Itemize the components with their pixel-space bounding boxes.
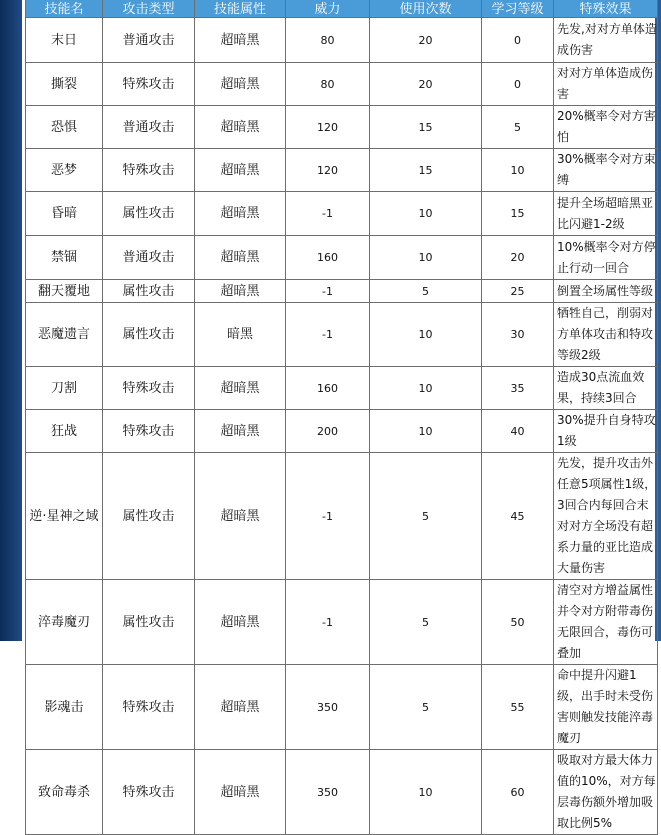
cell-skill-attribute: 超暗黑: [195, 453, 286, 580]
cell-attack-type: 普通攻击: [103, 236, 195, 280]
cell-skill-name: 昏暗: [26, 192, 103, 236]
table-row: [26, 149, 658, 192]
cell-uses: 15: [370, 149, 482, 192]
cell-skill-attribute: 超暗黑: [195, 18, 286, 63]
cell-uses: 20: [370, 18, 482, 63]
cell-power: 120: [286, 149, 370, 192]
cell-uses: 10: [370, 410, 482, 453]
cell-special-effect: 提升全场超暗黑亚比闪避1-2级: [554, 192, 658, 236]
cell-special-effect: 先发，提升攻击外任意5项属性1级，3回合内每回合末对对方全场没有超系力量的亚比造成大量伤害: [554, 453, 658, 580]
cell-skill-attribute: 超暗黑: [195, 280, 286, 303]
cell-skill-name: 淬毒魔刃: [26, 580, 103, 665]
table-row: [26, 192, 658, 236]
cell-learn-level: 20: [482, 236, 554, 280]
cell-special-effect: 清空对方增益属性并令对方附带毒伤无限回合，毒伤可叠加: [554, 580, 658, 665]
cell-skill-name: 翻天覆地: [26, 280, 103, 303]
cell-attack-type: 特殊攻击: [103, 410, 195, 453]
cell-power: 350: [286, 750, 370, 835]
cell-skill-attribute: 暗黑: [195, 303, 286, 367]
header-learn-level: 学习等级: [482, 0, 554, 18]
cell-learn-level: 30: [482, 303, 554, 367]
cell-attack-type: 属性攻击: [103, 453, 195, 580]
cell-uses: 10: [370, 236, 482, 280]
header-attack-type: 攻击类型: [103, 0, 195, 18]
cell-attack-type: 特殊攻击: [103, 367, 195, 410]
cell-uses: 10: [370, 192, 482, 236]
cell-learn-level: 60: [482, 750, 554, 835]
cell-skill-attribute: 超暗黑: [195, 580, 286, 665]
table-row: [26, 580, 658, 665]
cell-special-effect: 10%概率令对方停止行动一回合: [554, 236, 658, 280]
cell-attack-type: 特殊攻击: [103, 149, 195, 192]
cell-special-effect: 20%概率令对方害怕: [554, 106, 658, 149]
cell-skill-name: 致命毒杀: [26, 750, 103, 835]
cell-learn-level: 45: [482, 453, 554, 580]
cell-power: 160: [286, 236, 370, 280]
cell-special-effect: 倒置全场属性等级: [554, 280, 658, 303]
cell-skill-name: 末日: [26, 18, 103, 63]
cell-special-effect: 先发,对对方单体造成伤害: [554, 18, 658, 63]
cell-learn-level: 5: [482, 106, 554, 149]
cell-attack-type: 属性攻击: [103, 192, 195, 236]
cell-uses: 10: [370, 367, 482, 410]
cell-learn-level: 55: [482, 665, 554, 750]
cell-power: 80: [286, 63, 370, 106]
cell-skill-name: 禁锢: [26, 236, 103, 280]
cell-uses: 15: [370, 106, 482, 149]
cell-special-effect: 造成30点流血效果，持续3回合: [554, 367, 658, 410]
table-row: [26, 453, 658, 580]
table-row: [26, 303, 658, 367]
cell-special-effect: 30%提升自身特攻1级: [554, 410, 658, 453]
cell-attack-type: 特殊攻击: [103, 63, 195, 106]
cell-learn-level: 10: [482, 149, 554, 192]
cell-learn-level: 25: [482, 280, 554, 303]
cell-power: 160: [286, 367, 370, 410]
header-uses: 使用次数: [370, 0, 482, 18]
cell-skill-name: 撕裂: [26, 63, 103, 106]
table-row: [26, 18, 658, 63]
cell-special-effect: 对对方单体造成伤害: [554, 63, 658, 106]
table-row: [26, 280, 658, 303]
header-skill-attribute: 技能属性: [195, 0, 286, 18]
cell-power: -1: [286, 580, 370, 665]
cell-skill-name: 狂战: [26, 410, 103, 453]
cell-uses: 20: [370, 63, 482, 106]
cell-uses: 10: [370, 750, 482, 835]
table-row: [26, 410, 658, 453]
cell-attack-type: 特殊攻击: [103, 750, 195, 835]
cell-power: 120: [286, 106, 370, 149]
cell-skill-attribute: 超暗黑: [195, 750, 286, 835]
table-row: [26, 63, 658, 106]
cell-attack-type: 普通攻击: [103, 18, 195, 63]
cell-attack-type: 特殊攻击: [103, 665, 195, 750]
table-header-row: [26, 0, 658, 18]
cell-learn-level: 40: [482, 410, 554, 453]
cell-special-effect: 牺牲自己，削弱对方单体攻击和特攻等级2级: [554, 303, 658, 367]
cell-power: -1: [286, 192, 370, 236]
cell-skill-name: 恐惧: [26, 106, 103, 149]
cell-learn-level: 50: [482, 580, 554, 665]
cell-uses: 5: [370, 453, 482, 580]
cell-learn-level: 35: [482, 367, 554, 410]
cell-power: 80: [286, 18, 370, 63]
cell-skill-name: 逆·星神之域: [26, 453, 103, 580]
table-row: [26, 106, 658, 149]
table-row: [26, 236, 658, 280]
cell-power: -1: [286, 280, 370, 303]
cell-skill-attribute: 超暗黑: [195, 106, 286, 149]
cell-learn-level: 0: [482, 18, 554, 63]
cell-attack-type: 属性攻击: [103, 280, 195, 303]
table-row: [26, 750, 658, 835]
table-row: [26, 367, 658, 410]
header-special-effect: 特殊效果: [554, 0, 658, 18]
header-skill-name: 技能名: [26, 0, 103, 18]
cell-learn-level: 15: [482, 192, 554, 236]
cell-attack-type: 属性攻击: [103, 580, 195, 665]
cell-skill-attribute: 超暗黑: [195, 665, 286, 750]
cell-uses: 5: [370, 280, 482, 303]
cell-skill-attribute: 超暗黑: [195, 192, 286, 236]
cell-attack-type: 属性攻击: [103, 303, 195, 367]
cell-special-effect: 30%概率令对方束缚: [554, 149, 658, 192]
cell-special-effect: 命中提升闪避1级，出手时未受伤害则触发技能淬毒魔刃: [554, 665, 658, 750]
cell-skill-attribute: 超暗黑: [195, 63, 286, 106]
cell-learn-level: 0: [482, 63, 554, 106]
cell-skill-name: 恶梦: [26, 149, 103, 192]
cell-uses: 5: [370, 580, 482, 665]
cell-skill-name: 刀割: [26, 367, 103, 410]
cell-uses: 5: [370, 665, 482, 750]
cell-skill-attribute: 超暗黑: [195, 367, 286, 410]
cell-uses: 10: [370, 303, 482, 367]
main-content: [22, 0, 657, 830]
cell-power: -1: [286, 303, 370, 367]
table-row: [26, 665, 658, 750]
cell-skill-attribute: 超暗黑: [195, 236, 286, 280]
cell-power: 200: [286, 410, 370, 453]
cell-special-effect: 吸取对方最大体力值的10%，对方每层毒伤额外增加吸取比例5%: [554, 750, 658, 835]
skill-table: [25, 0, 658, 835]
cell-skill-name: 恶魔遗言: [26, 303, 103, 367]
cell-power: -1: [286, 453, 370, 580]
cell-skill-name: 影魂击: [26, 665, 103, 750]
cell-skill-attribute: 超暗黑: [195, 149, 286, 192]
cell-skill-attribute: 超暗黑: [195, 410, 286, 453]
cell-power: 350: [286, 665, 370, 750]
header-power: 威力: [286, 0, 370, 18]
left-sidebar-panel: [0, 0, 22, 641]
cell-attack-type: 普通攻击: [103, 106, 195, 149]
